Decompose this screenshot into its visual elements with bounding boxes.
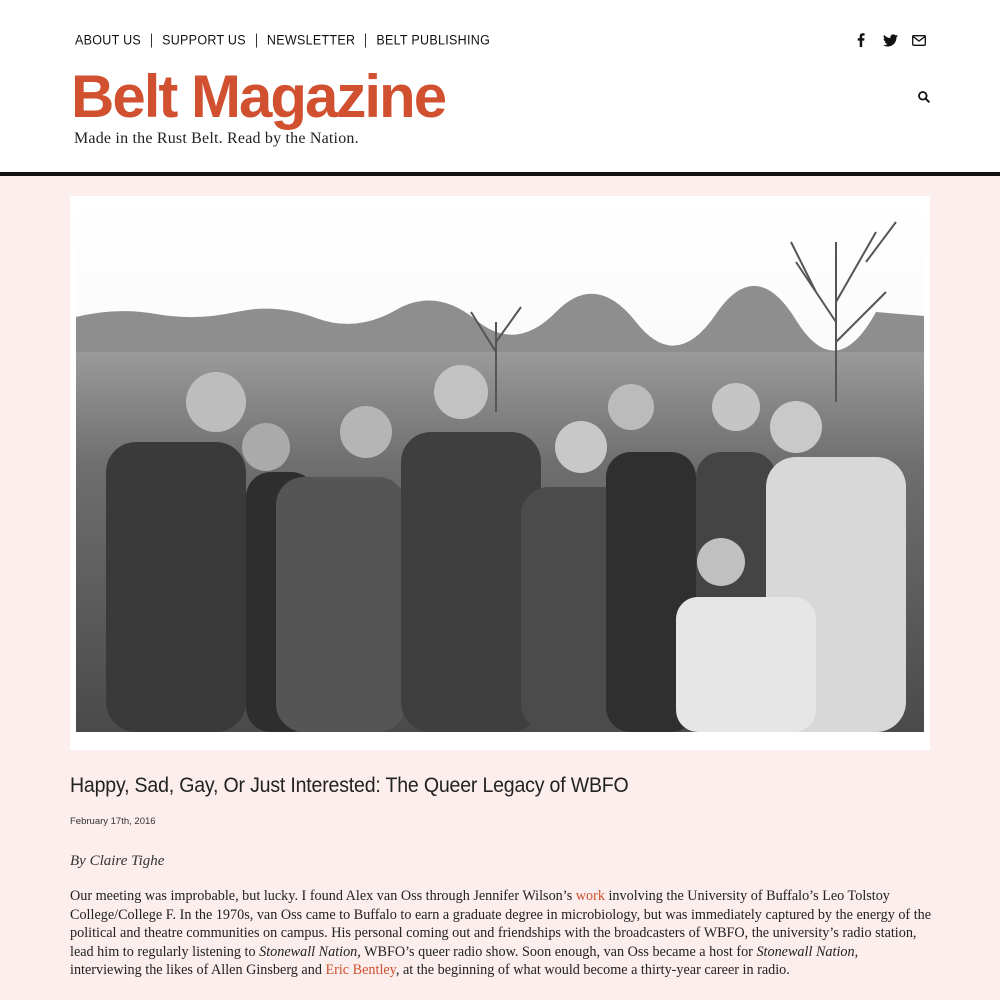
twitter-icon[interactable] (882, 32, 898, 48)
site-header (0, 0, 1000, 172)
top-nav (75, 30, 490, 49)
nav-support-us[interactable]: SUPPORT US (162, 32, 246, 48)
nav-newsletter[interactable]: NEWSLETTER (266, 32, 356, 48)
paragraph-text: , interviewing the likes of Allen Ginsberg and (70, 943, 859, 979)
eric-bentley-link[interactable]: Eric Bentley (325, 962, 396, 979)
nav-divider (365, 33, 366, 47)
group-photo-image (76, 202, 924, 732)
article-paragraph (70, 887, 932, 980)
facebook-icon[interactable] (853, 32, 869, 48)
work-link[interactable]: work (575, 888, 605, 904)
search-icon[interactable] (917, 90, 931, 104)
email-icon[interactable] (911, 32, 927, 48)
header-divider (0, 172, 1000, 176)
article-date: February 17th, 2016 (70, 816, 156, 827)
paragraph-text: involving the University of Buffalo’s Leo Tolstoy College/College F. In the 1970s, van Oss came to Buffalo to earn a graduate degree in microbiology, but was immediately captured by the energy of the political and theatre communities on campus. His personal coming out and friendships with the broadcasters of WBFO, the university’s radio station, lead him to regularly listening to (70, 888, 932, 960)
nav-belt-publishing[interactable]: BELT PUBLISHING (376, 32, 491, 48)
show-title: Stonewall Nation, (259, 943, 361, 960)
paragraph-text: Our meeting was improbable, but lucky. I found Alex van Oss through Jennifer Wilson’s (70, 888, 576, 904)
article-byline: By Claire Tighe (70, 853, 165, 869)
show-title: Stonewall Nation (756, 943, 855, 960)
nav-about-us[interactable]: ABOUT US (75, 32, 142, 48)
nav-divider (151, 33, 152, 47)
paragraph-text: WBFO’s queer radio show. Soon enough, van Oss became a host for (360, 943, 757, 960)
article-title: Happy, Sad, Gay, Or Just Interested: The Queer Legacy of WBFO (70, 774, 629, 797)
hero-photo (70, 196, 930, 750)
site-logo[interactable]: Belt Magazine (71, 63, 446, 130)
social-links (853, 32, 927, 48)
nav-divider (256, 33, 257, 47)
paragraph-text: , at the beginning of what would become a thirty-year career in radio. (395, 962, 790, 979)
site-tagline: Made in the Rust Belt. Read by the Nation. (74, 130, 359, 147)
